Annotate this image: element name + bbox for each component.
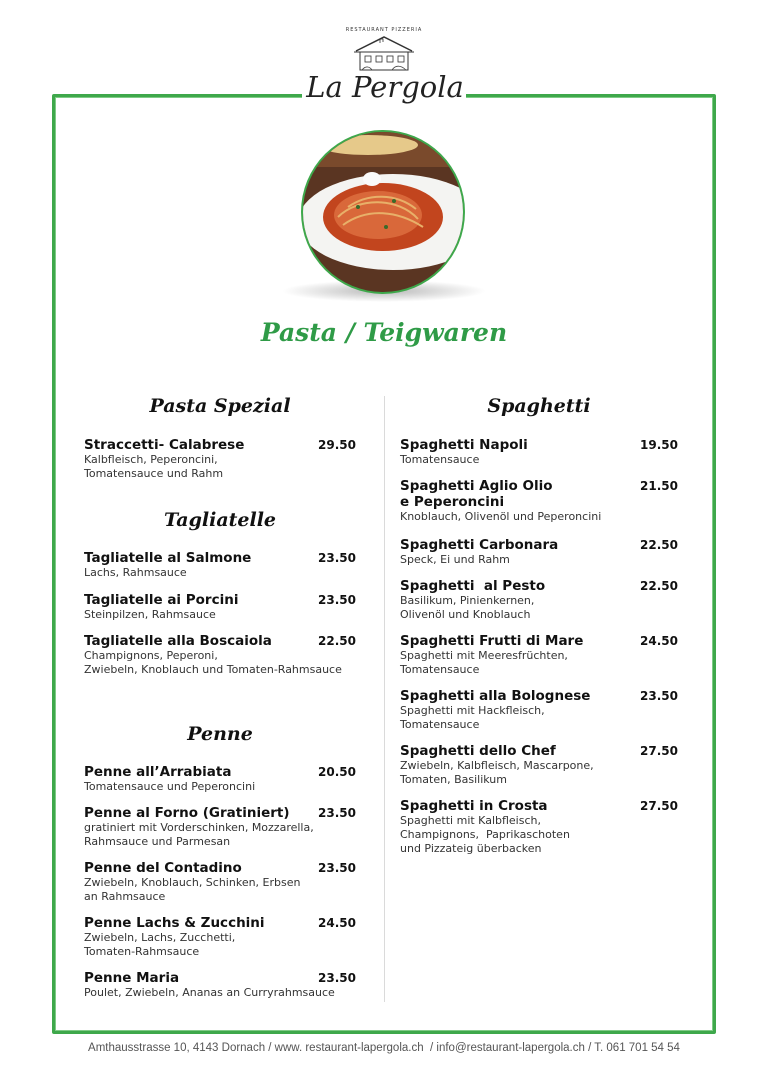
menu-item <box>400 437 678 467</box>
item-desc: Steinpilzen, Rahmsauce <box>84 608 216 621</box>
item-name-line2: e Peperoncini <box>400 494 505 510</box>
heading-tagliatelle: Tagliatelle <box>163 509 277 531</box>
menu-item <box>84 764 356 794</box>
item-name: Penne del Contadino <box>84 860 242 876</box>
page-title: Pasta / Teigwaren <box>260 318 508 347</box>
item-price: 27.50 <box>640 744 678 758</box>
item-desc: Tomatensauce <box>400 718 480 731</box>
item-price: 23.50 <box>318 806 356 820</box>
item-price: 27.50 <box>640 799 678 813</box>
menu-item <box>400 478 678 524</box>
item-desc: an Rahmsauce <box>84 890 166 903</box>
heading-pasta-spezial: Pasta Spezial <box>149 395 291 417</box>
item-desc: Zwiebeln, Kalbfleisch, Mascarpone, <box>400 759 594 772</box>
item-price: 22.50 <box>318 634 356 648</box>
logo-name: La Pergola <box>306 70 464 104</box>
item-desc: Spaghetti mit Kalbfleisch, <box>400 814 541 827</box>
item-desc: Kalbfleisch, Peperoncini, <box>84 453 218 466</box>
item-price: 21.50 <box>640 479 678 493</box>
menu-item <box>84 550 356 580</box>
item-desc: und Pizzateig überbacken <box>400 842 542 855</box>
menu-item <box>84 915 356 959</box>
item-desc: Spaghetti mit Hackfleisch, <box>400 704 545 717</box>
item-name: Penne Lachs & Zucchini <box>84 915 265 931</box>
item-desc: Zwiebeln, Knoblauch, Schinken, Erbsen <box>84 876 301 889</box>
item-name: Spaghetti Frutti di Mare <box>400 633 584 649</box>
menu-item <box>400 537 678 567</box>
item-price: 23.50 <box>318 551 356 565</box>
item-price: 29.50 <box>318 438 356 452</box>
item-desc: Poulet, Zwiebeln, Ananas an Curryrahmsauce <box>84 986 335 999</box>
item-price: 24.50 <box>640 634 678 648</box>
item-price: 22.50 <box>640 579 678 593</box>
item-desc: Olivenöl und Knoblauch <box>400 608 531 621</box>
item-desc: Knoblauch, Olivenöl und Peperoncini <box>400 510 602 523</box>
item-name: Spaghetti in Crosta <box>400 798 548 814</box>
menu-item <box>84 805 356 849</box>
item-name: Tagliatelle alla Boscaiola <box>84 633 272 649</box>
item-desc: Zwiebeln, Lachs, Zucchetti, <box>84 931 236 944</box>
item-price: 24.50 <box>318 916 356 930</box>
item-price: 23.50 <box>318 593 356 607</box>
menu-item <box>400 688 678 732</box>
item-price: 20.50 <box>318 765 356 779</box>
menu-item <box>400 633 678 677</box>
item-price: 23.50 <box>640 689 678 703</box>
item-desc: Champignons, Paprikaschoten <box>400 828 570 841</box>
item-price: 23.50 <box>318 971 356 985</box>
item-desc: Rahmsauce und Parmesan <box>84 835 231 848</box>
footer-contact: Amthausstrasse 10, 4143 Dornach / www. restaurant-lapergola.ch / info@restaurant-lapergola.ch / T. 061 701 54 54 <box>88 1042 680 1054</box>
item-name: Spaghetti Aglio Olio <box>400 478 553 494</box>
item-name: Tagliatelle al Salmone <box>84 550 252 566</box>
house-icon <box>352 33 416 73</box>
column-divider <box>384 396 385 1002</box>
item-name: Tagliatelle ai Porcini <box>84 592 239 608</box>
item-desc: Tomatensauce <box>400 663 480 676</box>
menu-item <box>84 970 356 1000</box>
item-price: 19.50 <box>640 438 678 452</box>
item-price: 22.50 <box>640 538 678 552</box>
item-desc: gratiniert mit Vorderschinken, Mozzarella, <box>84 821 314 834</box>
item-desc: Tomaten-Rahmsauce <box>84 945 200 958</box>
item-desc: Basilikum, Pinienkernen, <box>400 594 535 607</box>
item-name: Spaghetti alla Bolognese <box>400 688 591 704</box>
item-name: Penne al Forno (Gratiniert) <box>84 805 290 821</box>
item-desc: Speck, Ei und Rahm <box>400 553 510 566</box>
menu-item <box>400 743 678 787</box>
item-desc: Tomatensauce und Rahm <box>84 467 224 480</box>
item-name: Penne Maria <box>84 970 180 986</box>
menu-item <box>400 798 678 856</box>
heading-spaghetti: Spaghetti <box>487 395 591 417</box>
item-name: Penne all’Arrabiata <box>84 764 232 780</box>
item-desc: Champignons, Peperoni, <box>84 649 218 662</box>
item-desc: Zwiebeln, Knoblauch und Tomaten-Rahmsauce <box>84 663 342 676</box>
menu-item <box>400 578 678 622</box>
item-desc: Tomatensauce <box>400 453 480 466</box>
spaghetti-plate-image <box>298 127 468 297</box>
menu-item <box>84 437 356 481</box>
item-desc: Lachs, Rahmsauce <box>84 566 187 579</box>
item-name: Spaghetti al Pesto <box>400 578 546 594</box>
item-name: Spaghetti Carbonara <box>400 537 559 553</box>
item-name: Spaghetti dello Chef <box>400 743 556 759</box>
item-desc: Spaghetti mit Meeresfrüchten, <box>400 649 568 662</box>
item-name: Spaghetti Napoli <box>400 437 528 453</box>
menu-item <box>84 633 356 677</box>
logo-tagline: RESTAURANT PIZZERIA <box>345 27 423 33</box>
heading-penne: Penne <box>187 723 253 745</box>
item-name: Straccetti- Calabrese <box>84 437 245 453</box>
menu-item <box>84 860 356 904</box>
menu-item <box>84 592 356 622</box>
item-price: 23.50 <box>318 861 356 875</box>
item-desc: Tomaten, Basilikum <box>400 773 507 786</box>
item-desc: Tomatensauce und Peperoncini <box>84 780 256 793</box>
